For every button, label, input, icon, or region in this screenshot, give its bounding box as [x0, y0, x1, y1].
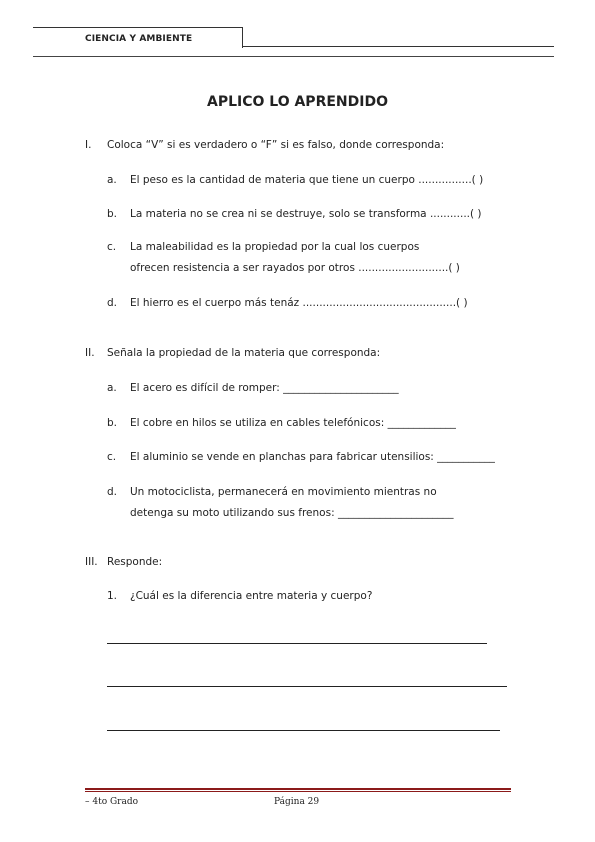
item-text: El hierro es el cuerpo más tenáz ..............................................( )	[130, 297, 468, 309]
section-3-instruction: Responde:	[107, 556, 163, 568]
item-text: El aluminio se vende en planchas para fabricar utensilios: ___________	[130, 451, 495, 463]
question-number: 1.	[107, 590, 118, 602]
item-text: El peso es la cantidad de materia que tiene un cuerpo ................( )	[130, 174, 484, 186]
item-text: El cobre en hilos se utiliza en cables telefónicos: _____________	[130, 417, 456, 429]
section-2-instruction: Señala la propiedad de la materia que corresponda:	[107, 347, 381, 359]
item-text: detenga su moto utilizando sus frenos: ______________________	[130, 507, 454, 519]
section-1-number: I.	[85, 139, 92, 151]
header-subject: CIENCIA Y AMBIENTE	[85, 34, 193, 44]
item-letter: b.	[107, 208, 118, 220]
item-text: ofrecen resistencia a ser rayados por otros ...........................( )	[130, 262, 460, 274]
item-text: La maleabilidad es la propiedad por la cual los cuerpos	[130, 241, 420, 253]
header-rule	[243, 46, 554, 47]
header-rule-lower	[33, 56, 554, 57]
section-1-instruction: Coloca “V” si es verdadero o “F” si es falso, donde corresponda:	[107, 139, 445, 151]
answer-line	[107, 686, 507, 687]
item-text: La materia no se crea ni se destruye, solo se transforma ............( )	[130, 208, 482, 220]
answer-line	[107, 730, 500, 731]
question-text: ¿Cuál es la diferencia entre materia y cuerpo?	[130, 590, 373, 602]
section-3-number: III.	[85, 556, 98, 568]
footer-grade: – 4to Grado	[85, 797, 139, 807]
item-letter: a.	[107, 382, 117, 394]
item-text: El acero es difícil de romper: ______________________	[130, 382, 399, 394]
section-2-number: II.	[85, 347, 95, 359]
footer-rule	[85, 788, 511, 790]
item-letter: a.	[107, 174, 117, 186]
item-letter: d.	[107, 297, 118, 309]
item-letter: b.	[107, 417, 118, 429]
item-letter: c.	[107, 451, 117, 463]
page-number: Página 29	[274, 797, 320, 807]
item-letter: d.	[107, 486, 118, 498]
footer-rule-thin	[85, 791, 511, 792]
answer-line	[107, 643, 487, 644]
page-title: APLICO LO APRENDIDO	[207, 94, 388, 110]
item-letter: c.	[107, 241, 117, 253]
item-text: Un motociclista, permanecerá en movimiento mientras no	[130, 486, 437, 498]
